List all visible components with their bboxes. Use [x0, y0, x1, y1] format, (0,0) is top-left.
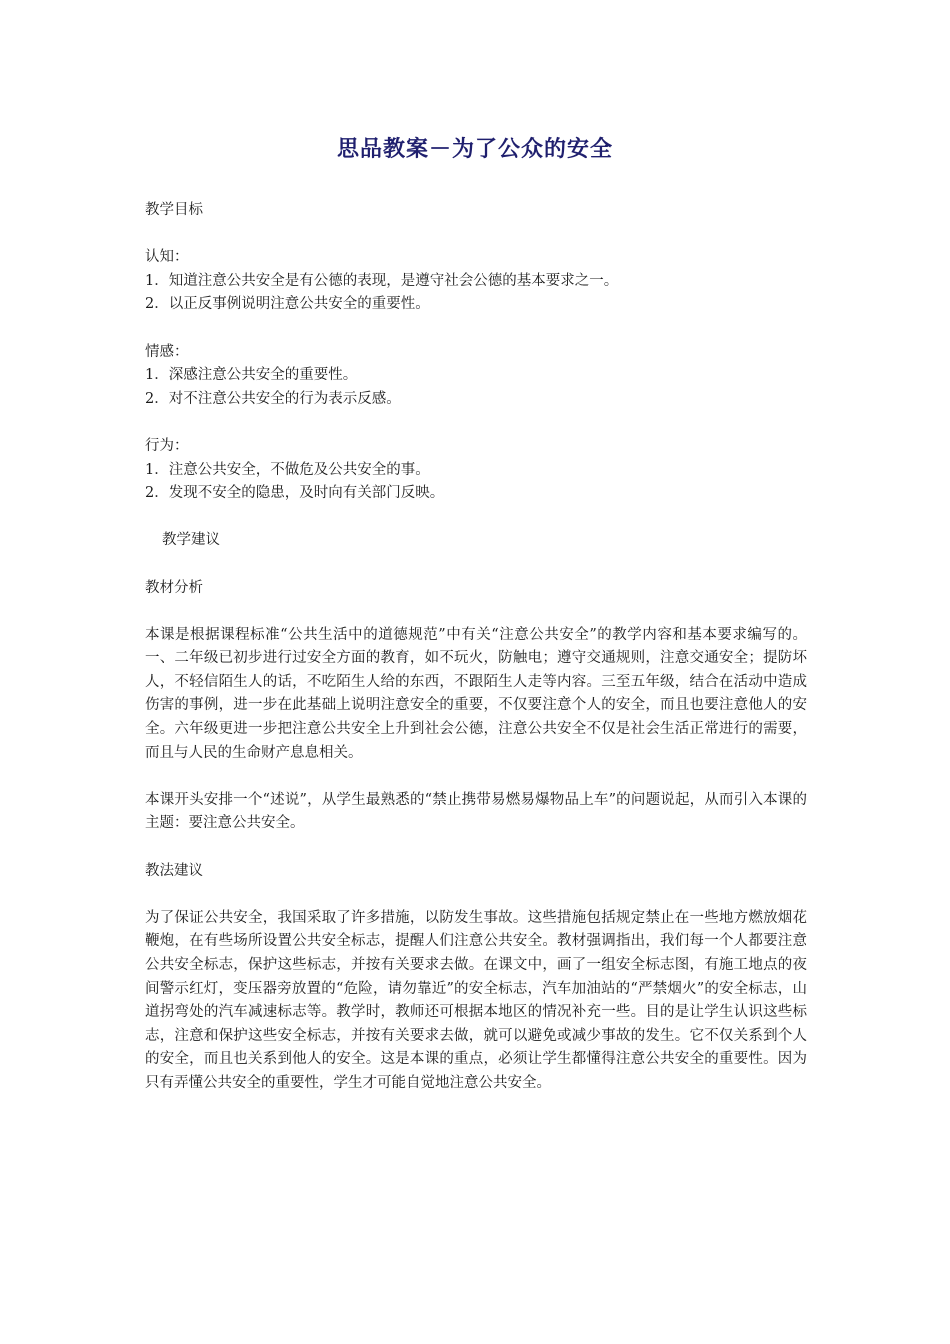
suggestions-heading: 教学建议 — [162, 532, 220, 549]
spacer — [145, 553, 807, 577]
behavior-item: 1．注意公共安全，不做危及公共安全的事。 — [145, 461, 430, 478]
spacer — [145, 506, 807, 530]
emotion-item: 2．对不注意公共安全的行为表示反感。 — [145, 390, 401, 407]
spacer — [145, 600, 807, 624]
cognition-item: 1．知道注意公共安全是有公德的表现，是遵守社会公德的基本要求之一。 — [145, 272, 619, 289]
spacer — [145, 317, 807, 341]
emotion-label: 情感： — [145, 343, 189, 360]
emotion-item: 1．深感注意公共安全的重要性。 — [145, 367, 358, 384]
document-title: 思品教案－为了公众的安全 — [336, 137, 613, 162]
cognition-item: 2．以正反事例说明注意公共安全的重要性。 — [145, 296, 430, 313]
method-heading: 教法建议 — [145, 862, 203, 879]
spacer — [145, 223, 807, 247]
objectives-heading: 教学目标 — [145, 202, 203, 218]
material-paragraph: 本课是根据课程标准“公共生活中的道德规范”中有关“注意公共安全”的教学内容和基本要求编写的。一、二年级已初步进行过安全方面的教育，如不玩火，防触电；遵守交通规则，注意交通安全；提防坏人，不轻信陌生人的话，不吃陌生人给的东西，不跟陌生人走等内容。三至五年级，结合在活动中造成伤害的事例，进一步在此基础上说明注意安全的重要，不仅要注意个人的安全，而且也要注意他人的安全。六年级更进一步把注意公共安全上升到社会公德，注意公共安全不仅是社会生活正常进行的需要，而且与人民的生命财产息息相关。 — [145, 626, 807, 761]
spacer — [145, 411, 807, 435]
spacer — [145, 836, 807, 860]
material-paragraph: 本课开头安排一个“述说”，从学生最熟悉的“禁止携带易燃易爆物品上车”的问题说起，从而引入本课的主题：要注意公共安全。 — [145, 791, 807, 832]
cognition-label: 认知： — [145, 249, 189, 266]
document-body — [145, 199, 807, 1096]
method-paragraph: 为了保证公共安全，我国采取了许多措施，以防发生事故。这些措施包括规定禁止在一些地方燃放烟花鞭炮，在有些场所设置公共安全标志，提醒人们注意公共安全。教材强调指出，我们每一个人都要注意公共安全标志，保护这些标志，并按有关要求去做。在课文中，画了一组安全标志图，有施工地点的夜间警示红灯，变压器旁放置的“危险，请勿靠近”的安全标志，汽车加油站的“严禁烟火”的安全标志，山道拐弯处的汽车减速标志等。教学时，教师还可根据本地区的情况补充一些。目的是让学生认识这些标志，注意和保护这些安全标志，并按有关要求去做，就可以避免或减少事故的发生。它不仅关系到个人的安全，而且也关系到他人的安全。这是本课的重点，必须让学生都懂得注意公共安全的重要性。因为只有弄懂公共安全的重要性，学生才可能自觉地注意公共安全。 — [145, 909, 807, 1091]
behavior-item: 2．发现不安全的隐患，及时向有关部门反映。 — [145, 485, 445, 502]
spacer — [145, 883, 807, 907]
behavior-label: 行为： — [145, 437, 189, 454]
spacer — [145, 765, 807, 789]
material-heading: 教材分析 — [145, 579, 203, 596]
